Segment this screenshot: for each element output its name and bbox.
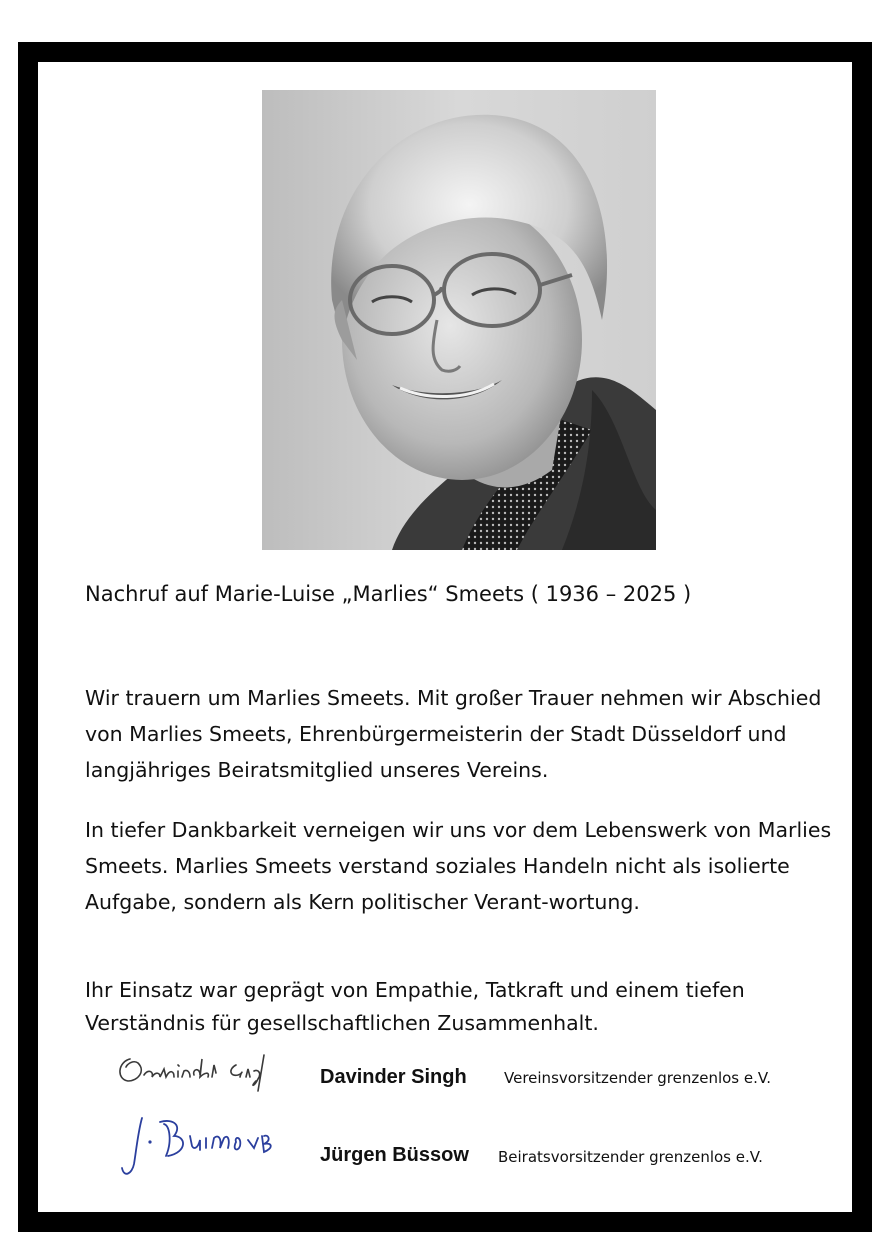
paragraph-commitment: Ihr Einsatz war geprägt von Empathie, Tatkraft und einem tiefen Verständnis für gesellschaftlichen Zusammenhalt.	[85, 978, 745, 1035]
signer-name: Jürgen Büssow	[320, 1144, 469, 1166]
obituary-frame	[18, 42, 872, 1232]
obituary-heading: Nachruf auf Marie-Luise „Marlies“ Smeets ( 1936 – 2025 )	[85, 582, 692, 606]
signer-role: Vereinsvorsitzender grenzenlos e.V.	[504, 1069, 771, 1087]
signature-row-buessow	[108, 1112, 828, 1182]
portrait-illustration	[262, 90, 656, 550]
signer-role: Beiratsvorsitzender grenzenlos e.V.	[498, 1148, 763, 1166]
signature-singh-image	[108, 1047, 288, 1097]
signature-row-singh	[108, 1047, 828, 1097]
signature-buessow-image	[108, 1112, 288, 1182]
paragraph-gratitude: In tiefer Dankbarkeit verneigen wir uns vor dem Lebenswerk von Marlies Smeets. Marlies Smeets verstand soziales Handeln nicht als isolierte Aufgabe, sondern als Kern politischer Verant-wortung.	[85, 818, 832, 914]
paragraph-mourning: Wir trauern um Marlies Smeets. Mit großer Trauer nehmen wir Abschied von Marlies Smeets, Ehrenbürgermeisterin der Stadt Düsseldorf und langjähriges Beiratsmitglied unseres Vereins.	[85, 686, 822, 782]
portrait-photo	[262, 90, 656, 550]
signer-name: Davinder Singh	[320, 1066, 467, 1088]
